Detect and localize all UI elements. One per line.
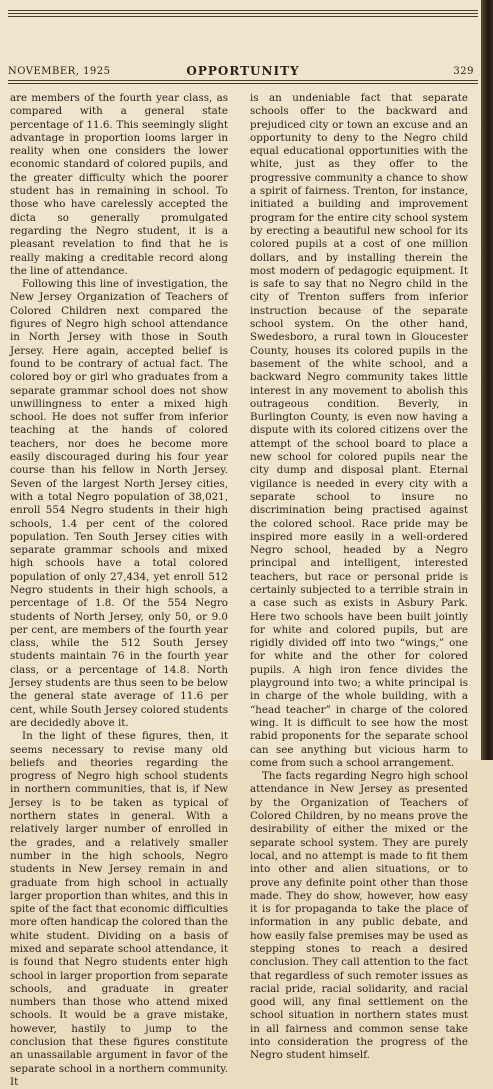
book-binding-edge xyxy=(481,0,493,760)
paragraph: In the light of these figures, then, it seems necessary to revise many old beliefs and theories regarding the progress of Negro high school students in northern communities, that is, if New Jersey is to be taken as typical of northern states in general. With a relatively larger number of enrolled in the grades, and a relatively smaller number in the high schools, Negro students in New Jersey remain in and graduate from high school in actually larger proportion than whites, and this in spite of the fact that economic difficulties more often handicap the colored than the white student. Dividing on a basis of mixed and separate school attendance, it is found that Negro students enter high school in larger proportion from separate schools, and graduate in greater numbers than those who attend mixed schools. It would be a grave mistake, however, hastily to jump to the conclusion that these figures constitute an unassailable argument in favor of the separate school in a northern community. It xyxy=(10,730,228,1088)
header-rule-top xyxy=(8,10,478,17)
issue-date: NOVEMBER, 1925 xyxy=(8,66,111,77)
left-column xyxy=(10,92,228,1088)
paragraph: is an undeniable fact that separate schools offer to the backward and prejudiced city or town an excuse and an opportunity to deny to the Negro child equal educational opportunities with the white, just as they offer to the progressive community a chance to show a spirit of fairness. Trenton, for instance, initiated a building and improvement program for the entire city school system by erecting a beautiful new school for its colored pupils at a cost of one million dollars, and by installing therein the most modern of pedagogic equipment. It is safe to say that no Negro child in the city of Trenton suffers from inferior instruction because of the separate school system. On the other hand, Swedesboro, a rural town in Gloucester County, houses its colored pupils in the basement of the white school, and a backward Negro community takes little interest in any movement to abolish this outrageous condition. Beverly, in Burlington County, is even now having a dispute with its colored citizens over the attempt of the school board to place a new school for colored pupils near the city dump and disposal plant. Eternal vigilance is needed in every city with a separate school to insure no discrimination being practised against the colored school. Race pride may be inspired more easily in a well-ordered Negro school, headed by a Negro principal and intelligent, interested teachers, but race or personal pride is certainly subjected to a terrible strain in a case such as exists in Asbury Park. Here two schools have been built jointly for white and colored pupils, but are rigidly divided off into two “wings,” one for white and the other for colored pupils. A high iron fence divides the playground into two; a white principal is in charge of the whole building, with a “head teacher” in charge of the colored wing. It is difficult to see how the most rabid proponents for the separate school can see anything but vicious harm to come from such a school arrangement. xyxy=(250,92,468,769)
magazine-title: OPPORTUNITY xyxy=(186,64,300,78)
right-column xyxy=(250,92,468,1062)
paragraph: Following this line of investigation, the New Jersey Organization of Teachers of Colored Children next compared the figures of Negro high school attendance in North Jersey with those in South Jersey. Here again, accepted belief is found to be contrary of actual fact. The colored boy or girl who graduates from a separate grammar school does not show unwillingness to enter a mixed high school. He does not suffer from inferior teaching at the hands of colored teachers, nor does he become more easily discouraged during his four year course than his fellow in North Jersey. Seven of the largest North Jersey cities, with a total Negro population of 38,021, enroll 554 Negro students in their high schools, 1.4 per cent of the colored population. Ten South Jersey cities with separate grammar schools and mixed high schools have a total colored population of only 27,434, yet enroll 512 Negro students in their high schools, a percentage of 1.8. Of the 554 Negro students of North Jersey, only 50, or 9.0 per cent, are members of the fourth year class, while the 512 South Jersey students maintain 76 in the fourth year class, or a percentage of 14.8. North Jersey students are thus seen to be below the general state average of 11.6 per cent, while South Jersey colored students are decidedly above it. xyxy=(10,278,228,729)
paragraph: The facts regarding Negro high school attendance in New Jersey as presented by the Organization of Teachers of Colored Children, by no means prove the desirability of either the mixed or the separate school system. They are purely local, and no attempt is made to fit them into other and alien situations, or to prove any definite point other than those made. They do show, however, how easy it is for propaganda to take the place of information in any public debate, and how easily false premises may be used as stepping stones to reach a desired conclusion. They call attention to the fact that regardless of such remoter issues as racial pride, racial solidarity, and racial good will, any final settlement on the school situation in northern states must in all fairness and common sense take into consideration the progress of the Negro student himself. xyxy=(250,770,468,1062)
running-header xyxy=(8,64,478,80)
page-number: 329 xyxy=(453,66,474,77)
paragraph: are members of the fourth year class, as compared with a general state percentage of 11.6. This seemingly slight advantage in proportion looms larger in reality when one considers the lower economic standard of colored pupils, and the greater difficulty which the poorer student has in remaining in school. To those who have carelessly accepted the dicta so generally promulgated regarding the Negro student, it is a pleasant revelation to find that he is really making a creditable record along the line of attendance. xyxy=(10,92,228,277)
header-rule-bottom xyxy=(8,80,478,84)
